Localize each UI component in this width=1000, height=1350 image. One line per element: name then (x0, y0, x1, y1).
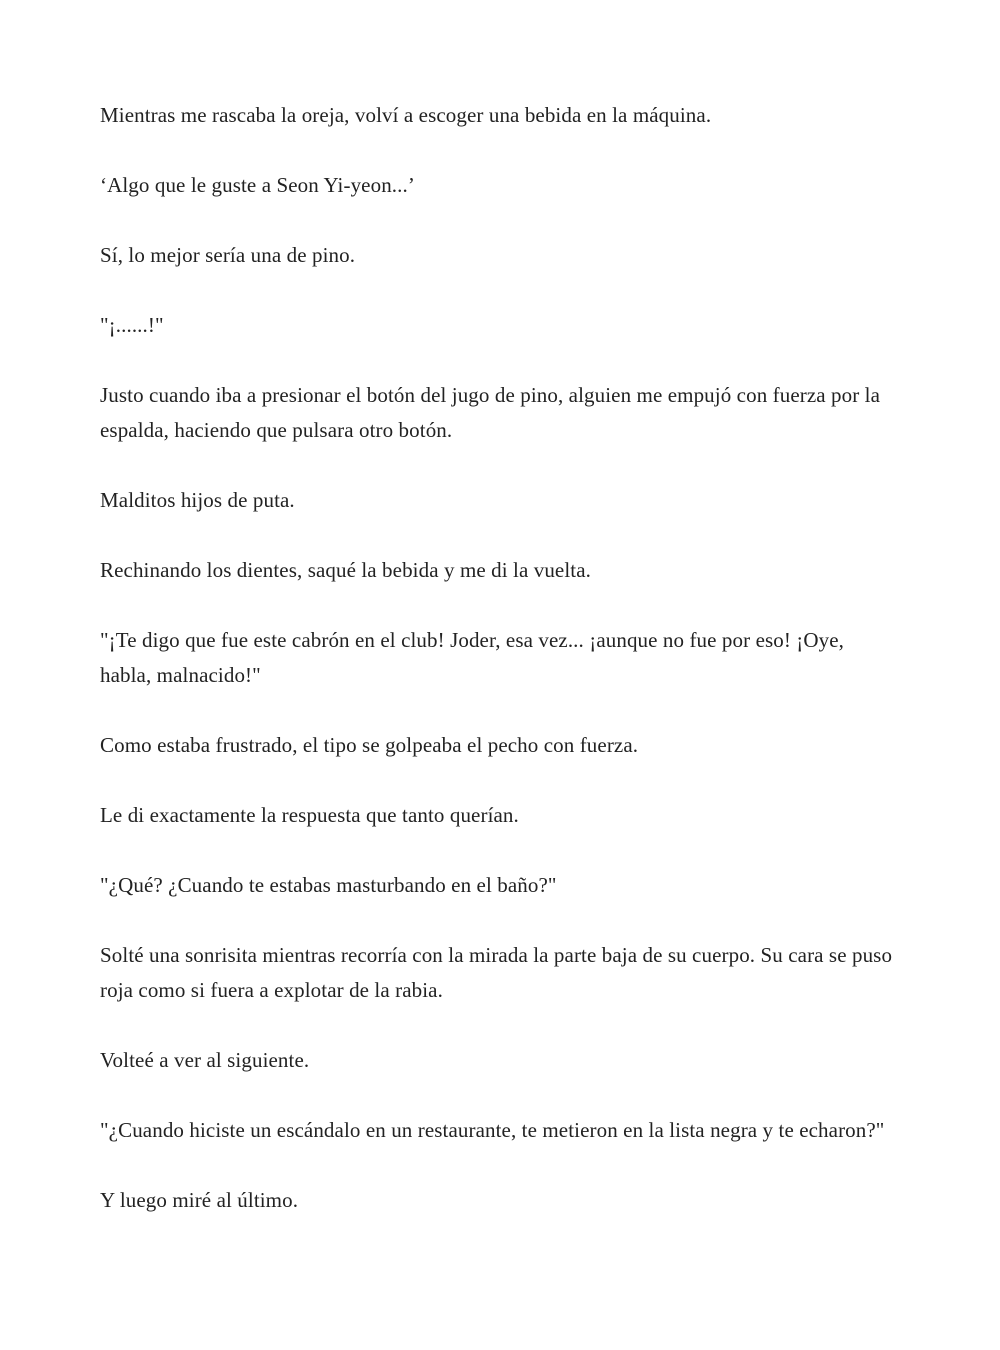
paragraph: "¡Te digo que fue este cabrón en el club! Joder, esa vez... ¡aunque no fue por eso! ¡Oye, habla, malnacido!" (100, 628, 845, 687)
paragraph: Rechinando los dientes, saqué la bebida y me di la vuelta. (100, 558, 591, 582)
paragraph: Solté una sonrisita mientras recorría con la mirada la parte baja de su cuerpo. Su cara se puso roja como si fuera a explotar de la rabia. (100, 943, 893, 1002)
paragraph: Sí, lo mejor sería una de pino. (100, 243, 356, 267)
paragraph: "¿Cuando hiciste un escándalo en un restaurante, te metieron en la lista negra y te echaron?" (100, 1118, 885, 1142)
paragraph: Y luego miré al último. (100, 1188, 299, 1212)
document-body (100, 98, 900, 1253)
paragraph: Volteé a ver al siguiente. (100, 1048, 310, 1072)
paragraph: "¡......!" (100, 313, 164, 337)
paragraph: Como estaba frustrado, el tipo se golpeaba el pecho con fuerza. (100, 733, 639, 757)
paragraph: Mientras me rascaba la oreja, volví a escoger una bebida en la máquina. (100, 103, 712, 127)
paragraph: Malditos hijos de puta. (100, 488, 295, 512)
paragraph: ‘Algo que le guste a Seon Yi-yeon...’ (100, 173, 415, 197)
paragraph: Justo cuando iba a presionar el botón del jugo de pino, alguien me empujó con fuerza por la espalda, haciendo que pulsara otro botón. (100, 383, 881, 442)
paragraph: "¿Qué? ¿Cuando te estabas masturbando en el baño?" (100, 873, 557, 897)
paragraph: Le di exactamente la respuesta que tanto querían. (100, 803, 519, 827)
